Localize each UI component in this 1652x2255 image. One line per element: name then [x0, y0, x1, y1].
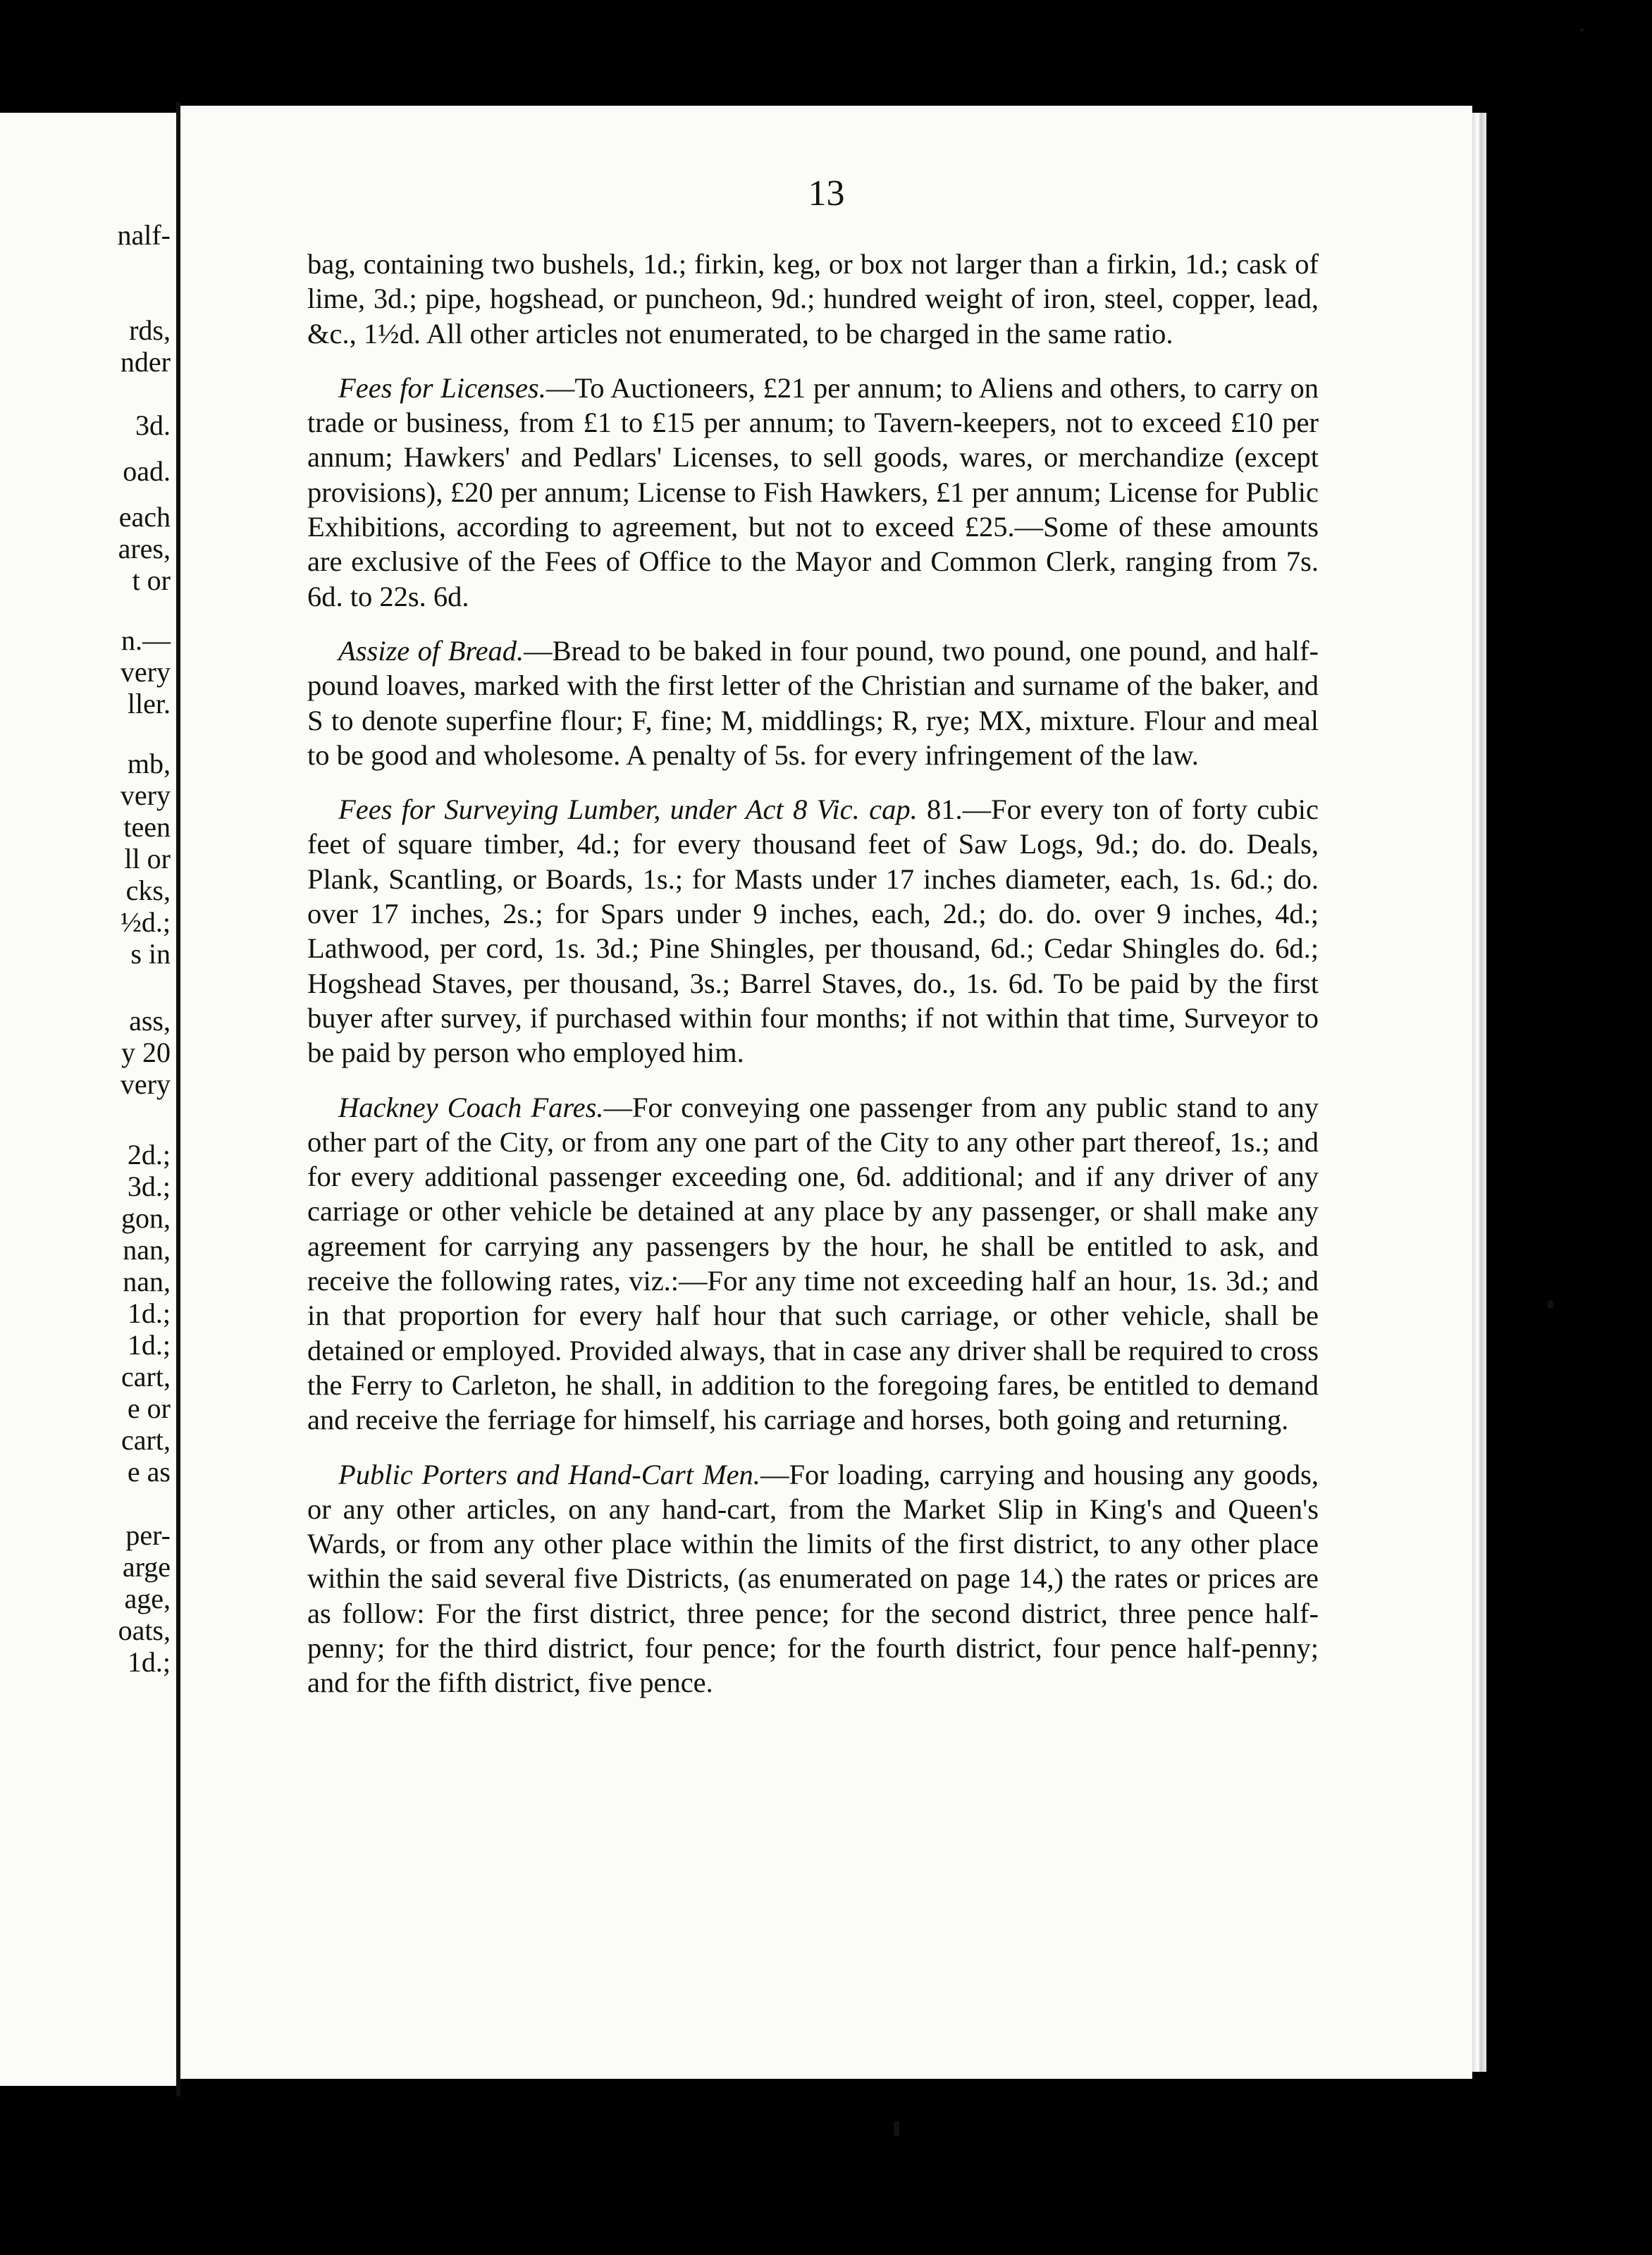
- left-page-fragment: nan,: [123, 1266, 171, 1297]
- left-page-fragment: very: [120, 779, 171, 811]
- page-number: 13: [808, 173, 845, 214]
- left-page-fragment: s in: [130, 938, 171, 970]
- paragraph: [307, 1090, 1319, 1438]
- paragraph-title: Public Porters and Hand-Cart Men.: [338, 1458, 760, 1490]
- left-page-fragment: very: [120, 1068, 171, 1100]
- left-page-fragment: e as: [127, 1456, 171, 1488]
- paragraph: [307, 634, 1319, 772]
- left-page-fragment: ass,: [129, 1005, 171, 1037]
- left-page-fragment: 1d.;: [127, 1646, 171, 1678]
- left-page-fragment: nalf-: [117, 219, 171, 251]
- left-page-fragment: 2d.;: [127, 1139, 171, 1170]
- paragraph-text: —For conveying one passenger from any public stand to any other part of the City, or from any one part of the City to any other part thereof, 1s.; and for every additional passenger exceeding one, 6d. additional; and if any driver of any carriage or other vehicle be detained at any place by any passenger, or shall make any agreement for carrying any passengers by the hour, he shall be entitled to ask, and receive the following rates, viz.:—For any time not exceeding half an hour, 1s. 3d.; and in that proportion for every half hour that such carriage, or other vehicle, shall be detained or employed. Provided always, that in case any driver shall be required to cross the Ferry to Carleton, he shall, in addition to the foregoing fares, be entitled to demand and receive the ferriage for himself, his carriage and horses, both going and returning.: [307, 1091, 1319, 1436]
- left-page-fragment: teen: [123, 811, 171, 843]
- paragraph: [307, 371, 1319, 614]
- left-page-fragment: very: [120, 656, 171, 688]
- left-page-fragment: ller.: [127, 688, 171, 719]
- paragraph-title: Fees for Surveying Lumber, under Act 8 Vic. cap.: [338, 793, 918, 826]
- left-page-fragment: n.—: [121, 624, 171, 656]
- dust-speck: [1547, 1300, 1554, 1309]
- paragraph-title: Assize of Bread.: [338, 634, 524, 667]
- paragraph-text: —Bread to be baked in four pound, two pound, one pound, and half-pound loaves, marked with the first letter of the Christian and surname of the baker, and S to denote superfine flour; F, fine; M, middlings; R, rye; MX, mixture. Flour and meal to be good and wholesome. A penalty of 5s. for every infringement of the law.: [307, 634, 1319, 771]
- left-page-fragment: t or: [132, 564, 171, 596]
- dust-speck: [894, 2121, 899, 2137]
- paragraph-text: 81.—For every ton of forty cubic feet of square timber, 4d.; for every thousand feet of Saw Logs, 9d.; do. do. Deals, Plank, Scantling, or Boards, 1s.; for Masts under 17 inches diameter, each, 1s. 6d.; do. over 17 inches, 2s.; for Spars under 9 inches, each, 2d.; do. do. over 9 inches, 4d.; Lathwood, per cord, 1s. 3d.; Pine Shingles, per thousand, 6d.; Cedar Shingles do. 6d.; Hogshead Staves, per thousand, 3s.; Barrel Staves, do., 1s. 6d. To be paid by the first buyer after survey, if purchased within four months; if not within that time, Surveyor to be paid by person who employed him.: [307, 793, 1319, 1069]
- left-page-fragment: rds,: [129, 314, 171, 346]
- left-page-fragment: arge: [122, 1551, 171, 1583]
- dust-speck: [1580, 28, 1584, 32]
- left-page-fragment: mb,: [127, 748, 171, 779]
- paragraph: [307, 1457, 1319, 1700]
- left-page-fragment: e or: [127, 1392, 171, 1424]
- left-page-fragment: per-: [125, 1519, 171, 1551]
- left-page-fragment: ½d.;: [120, 906, 171, 938]
- paragraph-text: bag, containing two bushels, 1d.; firkin, keg, or box not larger than a firkin, 1d.; cask of lime, 3d.; pipe, hogshead, or puncheon, 9d.; hundred weight of iron, steel, copper, lead, &c., 1½d. All other articles not enumerated, to be charged in the same ratio.: [307, 248, 1319, 350]
- book-page: [180, 106, 1472, 2079]
- left-page-fragment: oad.: [123, 455, 171, 487]
- page-body: [307, 247, 1319, 1720]
- left-page-fragment: gon,: [121, 1202, 171, 1234]
- left-facing-page: [0, 113, 178, 2086]
- paragraph-title: Fees for Licenses.: [338, 371, 546, 404]
- paragraph: [307, 792, 1319, 1070]
- paragraph-text: —For loading, carrying and housing any goods, or any other articles, on any hand-cart, from the Market Slip in King's and Queen's Wards, or from any other place within the limits of the first district, to any other place within the said several five Districts, (as enumerated on page 14,) the rates or prices are as follow: For the first district, three pence; for the second district, three pence half-penny; for the third district, four pence; for the fourth district, four pence half-penny; and for the fifth district, five pence.: [307, 1458, 1319, 1699]
- paragraph: [307, 247, 1319, 351]
- paragraph-title: Hackney Coach Fares.: [338, 1091, 604, 1123]
- left-page-fragment: age,: [124, 1583, 171, 1614]
- left-page-fragment: 3d.;: [127, 1170, 171, 1202]
- page-edge: [1472, 113, 1486, 2072]
- left-page-fragment: 1d.;: [127, 1297, 171, 1329]
- left-page-fragment: y 20: [121, 1037, 171, 1068]
- left-page-fragment: nder: [120, 346, 171, 378]
- left-page-fragment: 1d.;: [127, 1329, 171, 1361]
- paragraph-text: —To Auctioneers, £21 per annum; to Aliens and others, to carry on trade or business, from £1 to £15 per annum; to Tavern-keepers, not to exceed £10 per annum; Hawkers' and Pedlars' Licenses, to sell goods, wares, or merchandize (except provisions), £20 per annum; License to Fish Hawkers, £1 per annum; License for Public Exhibitions, according to agreement, but not to exceed £25.—Some of these amounts are exclusive of the Fees of Office to the Mayor and Common Clerk, ranging from 7s. 6d. to 22s. 6d.: [307, 371, 1319, 612]
- left-page-fragment: cart,: [121, 1361, 171, 1392]
- left-page-fragment: cart,: [121, 1424, 171, 1456]
- left-page-fragment: 3d.: [135, 409, 171, 441]
- left-page-fragment: each: [118, 501, 171, 533]
- left-page-fragment: nan,: [123, 1234, 171, 1266]
- left-page-fragment: cks,: [125, 875, 171, 906]
- left-page-fragment: ll or: [124, 843, 171, 875]
- left-page-fragment: oats,: [118, 1614, 171, 1646]
- left-page-fragment: ares,: [118, 533, 171, 564]
